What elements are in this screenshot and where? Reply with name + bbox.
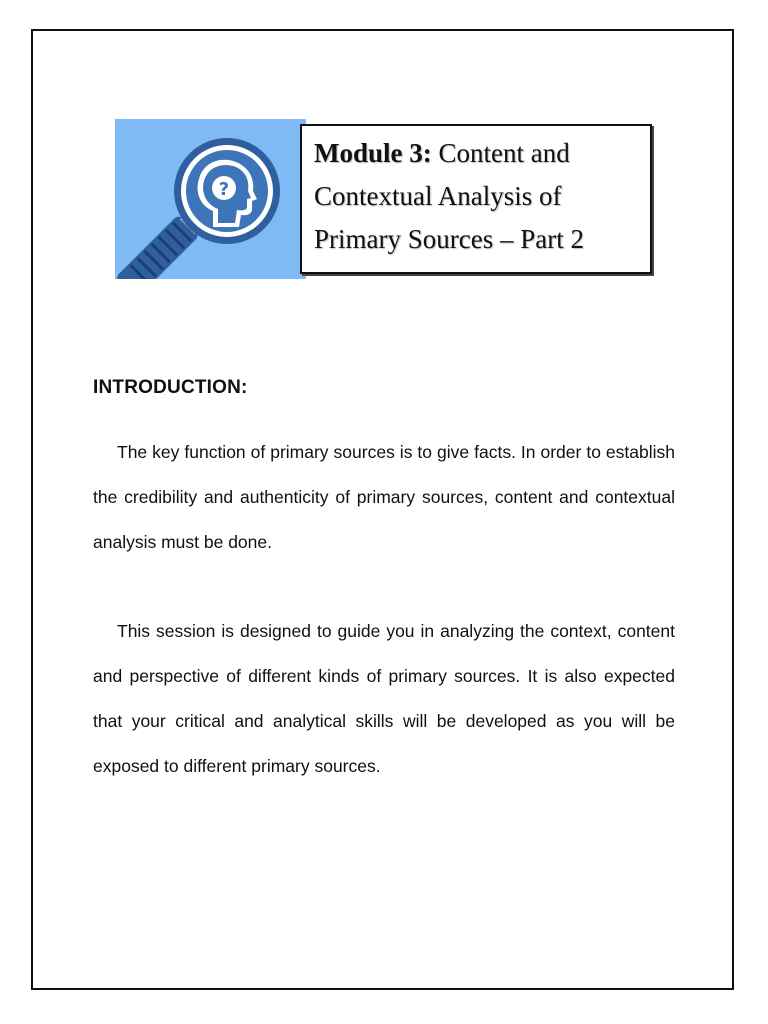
module-title-text: Content and Contextual Analysis of Primary Sources – Part 2 [314, 138, 584, 254]
module-illustration [115, 119, 306, 279]
module-title-box [300, 124, 652, 274]
introduction-paragraph-1: The key function of primary sources is to give facts. In order to establish the credibility and authenticity of primary sources, content and contextual analysis must be done. [93, 442, 675, 552]
magnifier-head-question-icon [115, 119, 306, 279]
module-number-label: Module 3: [314, 138, 432, 168]
introduction-heading: INTRODUCTION: [93, 377, 248, 398]
module-title [314, 132, 640, 261]
svg-text:?: ? [218, 179, 230, 200]
introduction-paragraph-2: This session is designed to guide you in analyzing the context, content and perspective of different kinds of primary sources. It is also expected that your critical and analytical skills will be developed as you will be exposed to different primary sources. [93, 621, 675, 776]
